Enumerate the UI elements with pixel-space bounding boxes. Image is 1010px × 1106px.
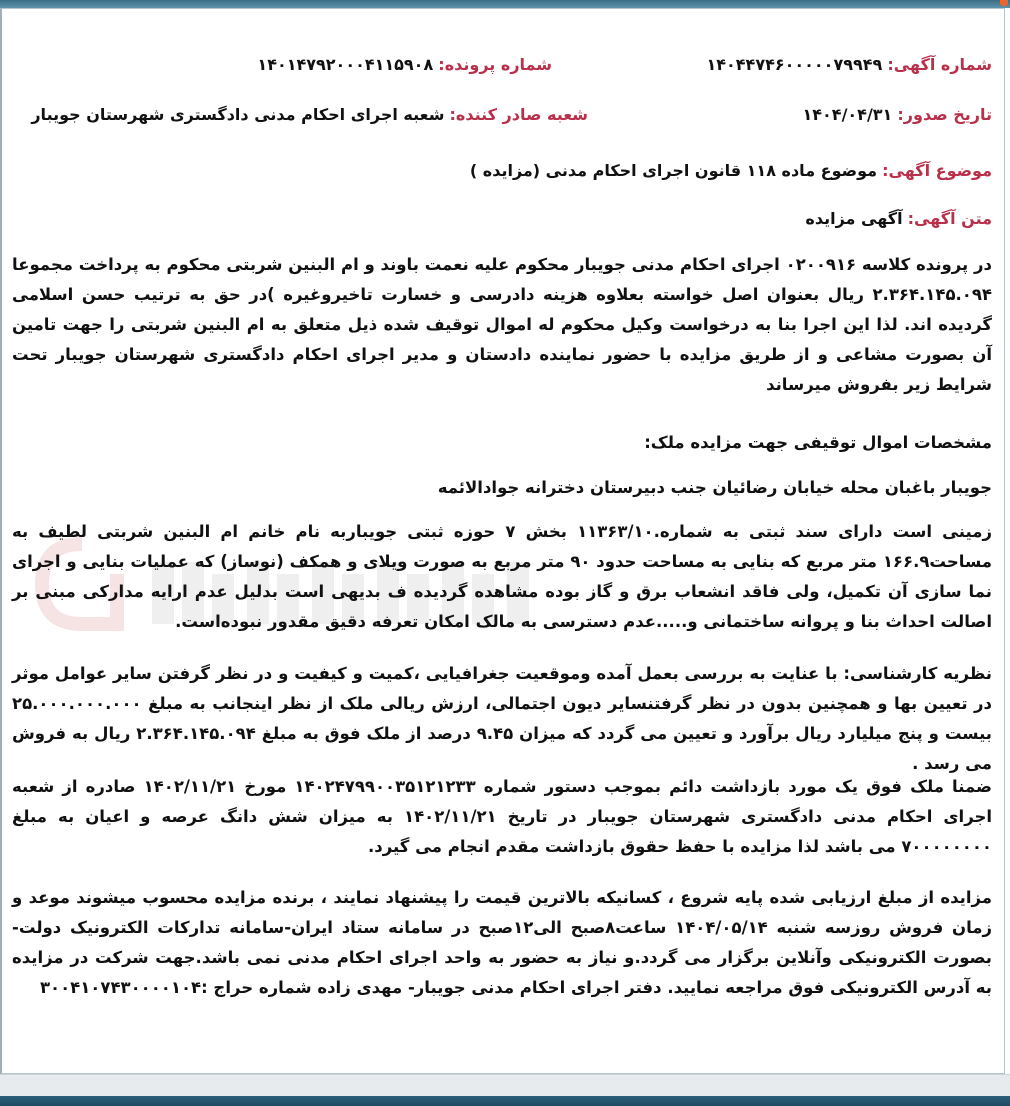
text-title-row bbox=[805, 209, 992, 228]
ad-number-row bbox=[706, 55, 992, 74]
paragraph-seizure-notice: ضمنا ملک فوق یک مورد بازداشت دائم بموجب دستور شماره ۱۴۰۲۴۷۹۹۰۰۳۵۱۲۱۲۳۳ مورخ ۱۴۰۲/۱۱/۲۱ صادره از شعبه اجرای احکام مدنی دادگستری شهرستان جویبار در تاریخ ۱۴۰۲/۱۱/۲۱ به میزان شش دانگ عرصه و اعیان به مبلغ ۷۰۰۰۰۰۰۰۰ می باشد لذا مزایده با حفظ حقوق بازداشت مقدم انجام می گیرد. bbox=[12, 777, 993, 856]
issuer-row bbox=[31, 105, 588, 124]
subject-label: موضوع آگهی: bbox=[882, 161, 992, 180]
paragraph-case-summary: در پرونده کلاسه ۰۲۰۰۹۱۶ اجرای احکام مدنی جویبار محکوم علیه نعمت باوند و ام البنین شربتی محکوم به پرداخت مجموعا ۲.۳۶۴.۱۴۵.۰۹۴ ریال بعنوان اصل خواسته بعلاوه هزینه دادرسی و خسارت تاخیروغیره )در حق به ترتیب حسن اسلامی گردیده اند. لذا این اجرا بنا به درخواست وکیل محکوم له اموال توقیف شده ذیل متعلق به ام البنین شربتی را جهت تامین آن بصورت مشاعی و از طریق مزایده با حضور نماینده دادستان و مدیر اجرای احکام دادگستری شهرستان جویبار تحت شرایط زیر بفروش میرساند bbox=[12, 255, 992, 394]
text-title: آگهی مزایده bbox=[805, 209, 903, 228]
issuer-label: شعبه صادر کننده: bbox=[449, 105, 588, 124]
issue-date-value: ۱۴۰۴/۰۴/۳۱ bbox=[802, 105, 893, 124]
window-bottom-bar bbox=[0, 1096, 1010, 1106]
ad-number-value: ۱۴۰۴۴۷۴۶۰۰۰۰۰۷۹۹۴۹ bbox=[706, 55, 883, 74]
property-address: جویبار باغبان محله خیابان رضائیان جنب دبیرستان دخترانه جوادالائمه bbox=[437, 478, 992, 497]
subject-value: موضوع ماده ۱۱۸ قانون اجرای احکام مدنی (مزایده ) bbox=[469, 161, 878, 180]
status-strip bbox=[0, 1074, 1010, 1097]
file-number-value: ۱۴۰۱۴۷۹۲۰۰۰۴۱۱۵۹۰۸ bbox=[257, 55, 434, 74]
issuer-value: شعبه اجرای احکام مدنی دادگستری شهرستان جویبار bbox=[31, 105, 445, 124]
text-label: متن آگهی: bbox=[907, 209, 992, 228]
property-heading: مشخصات اموال توقیفی جهت مزایده ملک: bbox=[644, 433, 992, 452]
ad-number-label: شماره آگهی: bbox=[887, 55, 992, 74]
paragraph-expert-opinion: نظریه کارشناسی: با عنایت به بررسی بعمل آمده وموقعیت جغرافیایی ،کمیت و کیفیت و در نظر گرفتن سایر عوامل موثر در تعیین بها و همچنین بدون در نظر گرفتنسایر دیون اجتمالی، ارزش ریالی ملک از نظر اینجانب به مبلغ ۲۵.۰۰۰.۰۰۰.۰۰۰ بیست و پنج میلیارد ریال برآورد و تعیین می گردد که میزان ۹.۴۵ درصد از ملک فوق به مبلغ ۲.۳۶۴.۱۴۵.۰۹۴ ریال به فروش می رسد . bbox=[12, 664, 993, 773]
window-corner-accent bbox=[1000, 0, 1008, 6]
document-frame bbox=[0, 8, 1005, 1074]
subject-row bbox=[470, 161, 992, 180]
file-number-row bbox=[257, 55, 552, 74]
issue-date-row bbox=[803, 105, 993, 124]
paragraph-auction-terms: مزایده از مبلغ ارزیابی شده پایه شروع ، کسانیکه بالاترین قیمت را پیشنهاد نمایند ، برنده مزایده محسوب میشوند موعد و زمان فروش روزسه شنبه ۱۴۰۴/۰۵/۱۴ ساعت۸صبح الی۱۲صبح در سامانه ستاد ایران-سامانه تدارکات الکترونیک دولت-بصورت الکترونیکی وآنلاین برگزار می گردد.و نیاز به حضور به واحد اجرای احکام مدنی نمی باشد.جهت شرکت در مزایده به آدرس الکترونیکی فوق مراجعه نمایید. دفتر اجرای احکام مدنی جویبار- مهدی زاده شماره حراج :۳۰۰۴۱۰۷۴۳۰۰۰۰۱۰۴ bbox=[12, 888, 992, 997]
window-top-bar bbox=[0, 0, 1010, 8]
paragraph-property-description: زمینی است دارای سند ثبتی به شماره.۱۱۳۶۳/۱۰ بخش ۷ حوزه ثبتی جویباربه نام خانم ام البنین شربتی لطیف به مساحت۱۶۶.۹ متر مربع که بنایی به مساحت حدود ۹۰ متر مربع به صورت ویلای و همکف (نوساز) که عملیات بنایی و اجرای نما سازی آن تکمیل، ولی فاقد انشعاب برق و گاز بوده مشاهده گردیده ف بدیهی است بدلیل عدم ارایه مدارکی مبنی بر اصالت احداث بنا و پروانه ساختمانی و.....عدم دسترسی به مالک امکان تعرفه دقیق مقدور نبوده‌است. bbox=[12, 522, 992, 631]
file-number-label: شماره پرونده: bbox=[438, 55, 552, 74]
issue-date-label: تاریخ صدور: bbox=[897, 105, 992, 124]
